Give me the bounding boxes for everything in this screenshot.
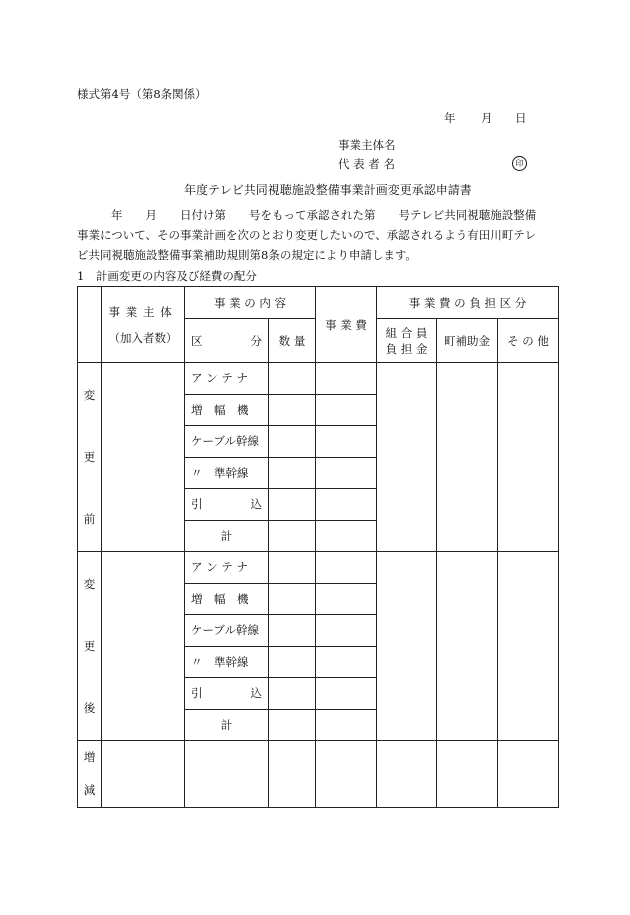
- cost-cell: [316, 552, 377, 584]
- quantity-header: 数 量: [269, 319, 316, 363]
- before-entity-cell: [102, 363, 185, 552]
- quantity-cell: [269, 520, 316, 552]
- item-service-drop: 引 込: [185, 489, 269, 521]
- diff-label: 増 減: [78, 741, 102, 808]
- item-amplifier: 増 幅 機: [185, 394, 269, 426]
- diff-cell: [437, 741, 498, 808]
- cost-cell: [316, 457, 377, 489]
- cost-cell: [316, 678, 377, 710]
- quantity-cell: [269, 457, 316, 489]
- cost-cell: [316, 394, 377, 426]
- section-heading: 1 計画変更の内容及び経費の配分: [77, 269, 257, 283]
- item-trunk-cable: ケーブル幹線: [185, 615, 269, 647]
- cost-cell: [316, 363, 377, 395]
- diff-cell: [316, 741, 377, 808]
- diff-cell: [185, 741, 269, 808]
- item-amplifier: 増 幅 機: [185, 583, 269, 615]
- cost-cell: [316, 646, 377, 678]
- body-line-1: 年 月 日付け第 号をもって承認された第 号テレビ共同視聴施設整備: [111, 208, 537, 222]
- body-paragraph: [77, 205, 557, 265]
- union-header: 組 合 員 負 担 金: [377, 319, 437, 363]
- item-trunk-cable: ケーブル幹線: [185, 426, 269, 458]
- after-label: 変 更 後: [78, 552, 102, 741]
- form-label: 様式第4号（第8条関係）: [77, 87, 207, 101]
- cost-cell: [316, 426, 377, 458]
- cost-cell: [316, 489, 377, 521]
- quantity-cell: [269, 489, 316, 521]
- quantity-cell: [269, 709, 316, 741]
- quantity-cell: [269, 394, 316, 426]
- subsidy-cell: [437, 552, 498, 741]
- quantity-cell: [269, 615, 316, 647]
- cost-header: 事 業 費: [316, 287, 377, 363]
- corner-cell: [78, 287, 102, 363]
- quantity-cell: [269, 552, 316, 584]
- union-cell: [377, 363, 437, 552]
- quantity-cell: [269, 678, 316, 710]
- quantity-cell: [269, 583, 316, 615]
- document-title: 年度テレビ共同視聴施設整備事業計画変更承認申請書: [184, 183, 472, 197]
- cost-cell: [316, 709, 377, 741]
- burden-header: 事 業 費 の 負 担 区 分: [377, 287, 559, 319]
- diff-cell: [269, 741, 316, 808]
- union-cell: [377, 552, 437, 741]
- cost-cell: [316, 615, 377, 647]
- item-service-drop: 引 込: [185, 678, 269, 710]
- other-cell: [498, 363, 559, 552]
- seal-mark: 印: [512, 155, 527, 171]
- body-line-3: ビ共同視聴施設整備事業補助規則第8条の規定により申請します。: [77, 248, 417, 262]
- diff-cell: [377, 741, 437, 808]
- item-sub-trunk: 〃 準幹線: [185, 646, 269, 678]
- item-total: 計: [185, 709, 269, 741]
- after-entity-cell: [102, 552, 185, 741]
- budget-table: [77, 286, 559, 808]
- quantity-cell: [269, 426, 316, 458]
- cost-cell: [316, 520, 377, 552]
- diff-cell: [498, 741, 559, 808]
- date-day-label: 日: [515, 111, 527, 125]
- content-header: 事 業 の 内 容: [185, 287, 316, 319]
- date-year-label: 年: [444, 111, 456, 125]
- diff-cell: [102, 741, 185, 808]
- item-antenna: ア ン テ ナ: [185, 363, 269, 395]
- kubun-header: 区 分: [185, 319, 269, 363]
- subsidy-header: 町補助金: [437, 319, 498, 363]
- item-antenna: ア ン テ ナ: [185, 552, 269, 584]
- other-cell: [498, 552, 559, 741]
- entity-name-label: 事業主体名: [338, 138, 396, 152]
- cost-cell: [316, 583, 377, 615]
- item-sub-trunk: 〃 準幹線: [185, 457, 269, 489]
- representative-label: 代 表 者 名: [338, 157, 395, 171]
- before-label: 変 更 前: [78, 363, 102, 552]
- other-header: そ の 他: [498, 319, 559, 363]
- quantity-cell: [269, 363, 316, 395]
- item-total: 計: [185, 520, 269, 552]
- date-month-label: 月: [481, 111, 493, 125]
- subsidy-cell: [437, 363, 498, 552]
- entity-header: 事業主体 （加入者数）: [102, 287, 185, 363]
- quantity-cell: [269, 646, 316, 678]
- body-line-2: 事業について、その事業計画を次のとおり変更したいので、承認されるよう有田川町テレ: [77, 228, 537, 242]
